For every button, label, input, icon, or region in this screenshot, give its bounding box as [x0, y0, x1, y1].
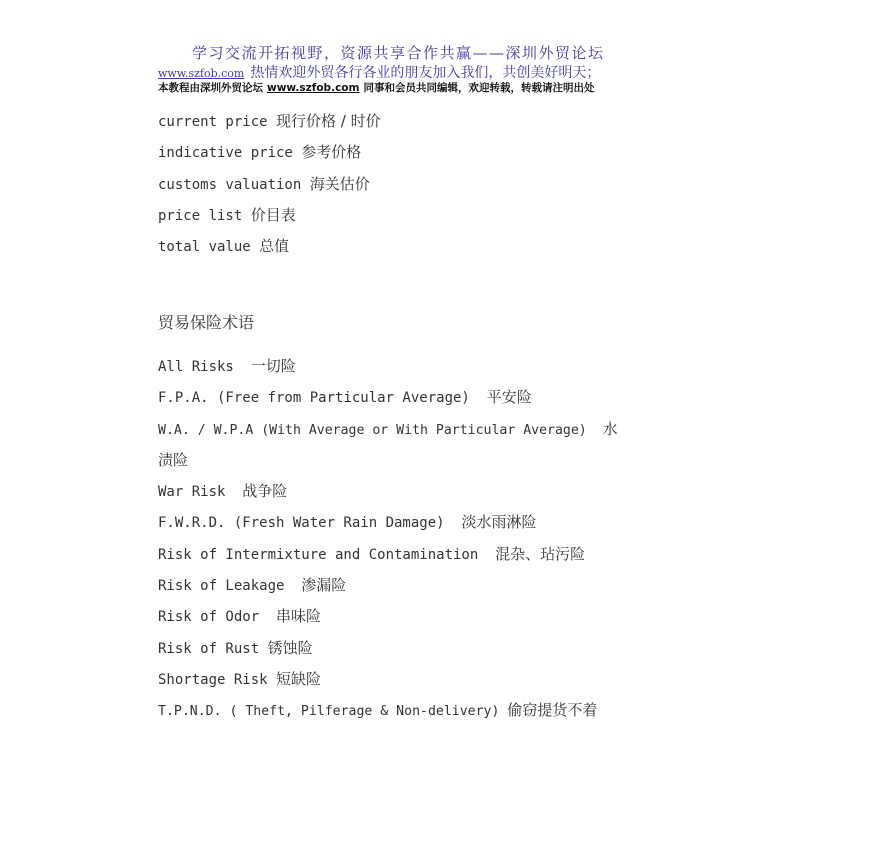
- term-entry: [158, 169, 738, 200]
- term-english: Risk of Intermixture and Contamination: [158, 546, 479, 563]
- term-chinese: 渗漏险: [301, 576, 347, 595]
- insurance-term-list: [158, 351, 738, 727]
- term-english: Risk of Rust: [158, 640, 260, 657]
- term-english: F.P.A. (Free from Particular Average): [158, 390, 470, 407]
- term-entry-continuation: [158, 445, 738, 476]
- term-chinese: 淡水雨淋险: [461, 513, 537, 532]
- term-english: All Risks: [158, 359, 234, 375]
- term-english: T.P.N.D. ( Theft, Pilferage & Non-delivery): [158, 704, 500, 720]
- term-entry: [158, 570, 738, 601]
- section-heading: 贸易保险术语: [158, 313, 255, 332]
- term-chinese: 偷窃提货不着: [507, 701, 598, 720]
- copyright-suffix: 同事和会员共同编辑，欢迎转载，转载请注明出处: [363, 82, 595, 94]
- term-chinese: 渍险: [158, 450, 189, 469]
- term-chinese: 混杂、玷污险: [495, 544, 586, 563]
- term-entry: [158, 106, 738, 137]
- term-entry: [158, 351, 738, 382]
- term-entry: [158, 382, 738, 413]
- term-english: indicative price: [158, 145, 293, 162]
- term-entry: [158, 414, 738, 445]
- forum-welcome-line: [158, 62, 600, 82]
- term-english: War Risk: [158, 484, 226, 501]
- term-chinese: 平安险: [486, 388, 532, 407]
- term-english: price list: [158, 207, 243, 224]
- forum-link[interactable]: www.szfob.com: [158, 67, 245, 80]
- welcome-text: 热情欢迎外贸各行各业的朋友加入我们，共创美好明天；: [250, 65, 601, 81]
- term-chinese: 海关估价: [309, 174, 370, 193]
- term-english: Shortage Risk: [158, 671, 268, 688]
- term-entry: [158, 231, 738, 262]
- forum-slogan: 学习交流开拓视野，资源共享合作共赢——深圳外贸论坛: [192, 44, 605, 62]
- term-english: Risk of Odor: [158, 609, 260, 626]
- term-entry: [158, 507, 738, 538]
- term-entry: [158, 476, 738, 507]
- term-chinese: 现行价格 / 时价: [276, 112, 381, 130]
- term-chinese: 串味险: [276, 607, 322, 626]
- term-english: customs valuation: [158, 176, 302, 193]
- term-chinese: 锈蚀险: [267, 638, 313, 657]
- term-chinese: 一切险: [250, 357, 296, 375]
- price-term-list: [158, 106, 738, 262]
- term-entry: [158, 695, 738, 726]
- term-chinese: 战争险: [242, 482, 288, 501]
- term-entry: [158, 539, 738, 570]
- term-entry: [158, 137, 738, 168]
- term-chinese: 短缺险: [276, 669, 322, 688]
- term-entry: [158, 601, 738, 632]
- term-entry: [158, 664, 738, 695]
- term-english: current price: [158, 114, 268, 130]
- term-chinese: 总值: [259, 237, 290, 256]
- term-english: total value: [158, 239, 251, 256]
- term-english: F.W.R.D. (Fresh Water Rain Damage): [158, 515, 445, 532]
- term-chinese: 价目表: [250, 205, 296, 224]
- copyright-prefix: 本教程由深圳外贸论坛: [158, 82, 263, 94]
- term-english: Risk of Leakage: [158, 578, 285, 595]
- term-entry: [158, 200, 738, 231]
- term-chinese: 参考价格: [301, 143, 362, 162]
- term-chinese: 水: [602, 419, 618, 438]
- copyright-notice: [158, 80, 594, 95]
- term-english: W.A. / W.P.A (With Average or With Particular Average): [158, 422, 587, 438]
- term-entry: [158, 633, 738, 664]
- copyright-link[interactable]: www.szfob.com: [267, 82, 360, 94]
